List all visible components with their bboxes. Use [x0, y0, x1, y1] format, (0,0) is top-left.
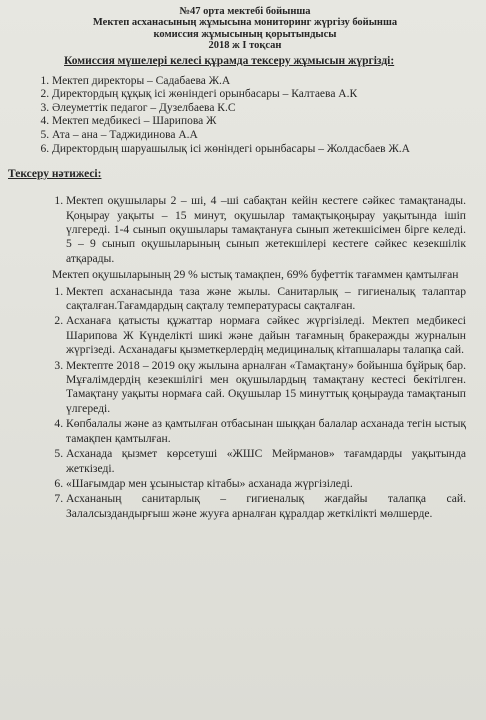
result-item: 1. Мектеп оқушылары 2 – ші, 4 –ші сабақтан кейін кестеге сәйкес тамақтанады. Қоңырау уақыты – 15 минут, оқушылар тамақтықоңырау уақытында ішіп үлгереді. 1-4 сынып оқушылары тамақтануға сынып жетекшісімен бірге келеді. 5 – 9 сынып оқушыларының сынып жетекшілері кестеге сәйкес кезекшілік атқарады.: [66, 194, 472, 266]
member-item: 3. Әлеуметтік педагог – Дузелбаева К.С: [52, 102, 472, 116]
header-line-subject: Мектеп асханасының жұмысына мониторинг жүргізу бойынша: [92, 17, 398, 29]
finding-item: 6. «Шағымдар мен ұсыныстар кітабы» асханада жүргізіледі.: [66, 477, 472, 491]
member-item: 1. Мектеп директоры – Садабаева Ж.А: [52, 75, 472, 89]
header-line-report: комиссия жұмысының қорытындысы: [153, 28, 337, 40]
meals-coverage-note: Мектеп оқушыларының 29 % ыстық тамақпен, 69% буфеттік тағаммен қамтылған: [52, 268, 459, 282]
commission-members-list: [18, 75, 472, 157]
member-item: 4. Мектеп медбикесі – Шарипова Ж: [52, 115, 472, 129]
finding-item: 4. Көпбалалы және аз қамтылған отбасынан шыққан балалар асханада тегін ыстық тамақпен қамтылған.: [66, 417, 472, 446]
member-item: 6. Директордың шаруашылық ісі жөніндегі орынбасары – Жолдасбаев Ж.А: [52, 143, 472, 157]
document-header: [18, 6, 472, 52]
member-item: 2. Директордың құқық ісі жөніндегі орынбасары – Калтаева А.К: [52, 88, 472, 102]
finding-item: 3. Мектепте 2018 – 2019 оқу жылына арналған «Тамақтану» бойынша бұйрық бар. Мұғалімдердің кезекшілігі мен оқушылардың тамақтану кестесі бекітілген. Тамақтану уақыты нормаға сай. Оқушылар 15 минуттық қоңырауда тамақтанып үлгереді.: [66, 359, 472, 417]
header-line-period: 2018 ж І тоқсан: [208, 40, 282, 52]
header-line-school: №47 орта мектебі бойынша: [179, 6, 311, 17]
findings-list: [18, 285, 472, 522]
finding-item: 7. Асхананың санитарлық – гигиеналық жағдайы талапқа сай. Залалсыздандырғыш және жууға арналған құралдар жеткілікті мөлшерде.: [66, 492, 472, 521]
commission-intro: Комиссия мүшелері келесі құрамда тексеру жұмысын жүргізді:: [64, 54, 395, 67]
results-list: [18, 194, 472, 266]
finding-item: 1. Мектеп асханасында таза және жылы. Санитарлық – гигиеналық талаптар сақталған.Тағамдардың сақталу температурасы сақталған.: [66, 285, 472, 314]
finding-item: 5. Асханада қызмет көрсетуші «ЖШС Мейрманов» тағамдарды уақытында жеткізеді.: [66, 447, 472, 476]
member-item: 5. Ата – ана – Таджидинова А.А: [52, 129, 472, 143]
finding-item: 2. Асханаға қатысты құжаттар нормаға сәйкес жүргізіледі. Мектеп медбикесі Шарипова Ж Күнделікті шикі және дайын тағамның бракеражды журналын жүргізеді. Асханадағы қызметкерлердің медициналық кітапшалары талапқа сай.: [66, 314, 472, 357]
results-title: Тексеру нәтижесі:: [8, 168, 102, 181]
